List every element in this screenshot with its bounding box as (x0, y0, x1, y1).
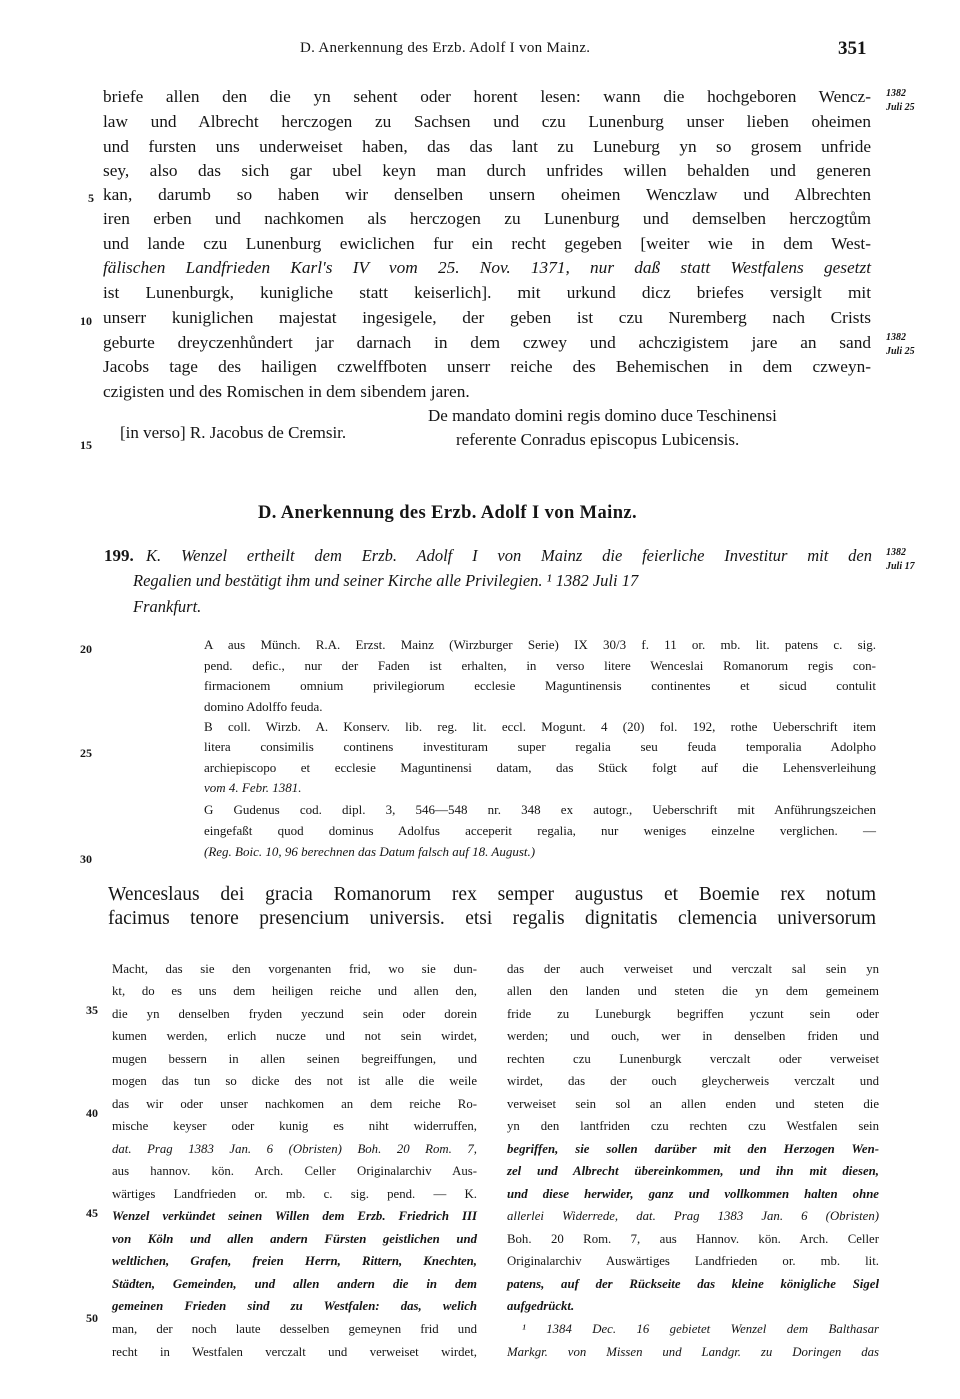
footnote-left-line: mogen das tun so dicke des not ist alle die weile (112, 1074, 477, 1088)
main-text-line: sey, also das sich gar ubel keyn man durch unfrides willen behalden und generen (103, 161, 871, 180)
footnote-right-line: das der auch verweiset und verczalt sal sein yn (507, 962, 879, 976)
footnote-right-line: patens, auf der Rückseite das kleine königliche Sigel (507, 1277, 879, 1291)
footnote-left-line: das wir oder unser nachkomen an dem reiche Ro- (112, 1097, 477, 1111)
line-number: 25 (80, 746, 92, 760)
footnote-left-line: kumen werden, erlich nucze und not sein wirdet, (112, 1029, 477, 1043)
footnote-right-line: werden; und ouch, wer in denselben friden und (507, 1029, 879, 1043)
main-text-line: Jacobs tage des hailigen czwelffboten unserr reiche des Behemischen in dem czweyn- (103, 357, 871, 376)
footnote-left-line: mische keyser oder kunig es niht widerruffen, (112, 1119, 477, 1133)
apparatus-line: firmacionem omnium privilegiorum ecclesie Maguntinensis continentes et sicud contulit (204, 678, 876, 693)
main-text-line: geburte dreyczenhůndert jar darnach in dem czwey und achczigistem jare an sand (103, 333, 871, 352)
margin-date-day: Juli 25 (886, 102, 915, 113)
line-number: 45 (86, 1206, 98, 1220)
mandate-note-line2: referente Conradus episcopus Lubicensis. (456, 430, 740, 449)
apparatus-line: eingefaßt quod dominus Adolfus acceperit regalia, nur weniges einzelne verglichen. — (204, 823, 876, 838)
apparatus-line: litera consimilis continens investituram super regalia seu feuda temporalia Adolpho (204, 739, 876, 754)
regest-line: K. Wenzel ertheilt dem Erzb. Adolf I von Mainz die feierliche Investitur mit den (146, 546, 872, 565)
footnote-left-line: Städten, Gemeinden, und allen andern die in dem (112, 1277, 477, 1291)
line-number: 20 (80, 642, 92, 656)
margin-date-day: Juli 25 (886, 346, 915, 357)
main-text-line: und lande czu Lunenburg ewiclichen fur ein recht gegeben [weiter wie in dem West- (103, 234, 871, 253)
main-text-line: und fursten uns underweiset haben, das das lant zu Luneburg yn so grosem unfride (103, 137, 871, 156)
line-number: 15 (80, 438, 92, 452)
footnote-left-line: weltlichen, Grafen, freien Herrn, Rittern, Knechten, (112, 1254, 477, 1268)
apparatus-line: (Reg. Boic. 10, 96 berechnen das Datum falsch auf 18. August.) (204, 844, 536, 859)
footnote-right-line: wirdet, das der ouch gleycherweis verczalt und (507, 1074, 879, 1088)
charter-opening-line: facimus tenore presencium universis. etsi regalis dignitatis clemencia universorum (108, 908, 876, 929)
footnote-right-line: begriffen, sie sollen darüber mit den Herzogen Wen- (507, 1142, 879, 1156)
margin-date-year: 1382 (886, 547, 906, 558)
line-number: 40 (86, 1106, 98, 1120)
footnote-right-line: zel und Albrecht übereinkommen, und ihn mit diesen, (507, 1164, 879, 1178)
main-text-line: law und Albrecht herczogen zu Sachsen und czu Lunenburg unser lieben oheimen (103, 112, 871, 131)
footnote-left-line: recht in Westfalen verczalt und verweiset wirdet, (112, 1345, 477, 1359)
footnote-right-line: yn den lantfriden czu rechten czu Westfalen sein (507, 1119, 879, 1133)
apparatus-line: G Gudenus cod. dipl. 3, 546—548 nr. 348 ex autogr., Ueberschrift mit Anführungszeichen (204, 802, 876, 817)
margin-date-note (886, 547, 915, 572)
page-number: 351 (838, 38, 867, 59)
apparatus-line: A aus Münch. R.A. Erzst. Mainz (Wirzburger Serie) IX 30/3 f. 11 or. mb. lit. patens c. sig. (204, 637, 876, 652)
footnote-right-line: und diese herwider, ganz und vollkommen halten ohne (507, 1187, 879, 1201)
document-number: 199. (104, 546, 134, 565)
verso-note: [in verso] R. Jacobus de Cremsir. (120, 423, 347, 442)
footnote-left-line: Wenzel verkündet seinen Willen dem Erzb. Friedrich III (112, 1209, 477, 1223)
mandate-note-line1: De mandato domini regis domino duce Teschinensi (428, 406, 777, 425)
line-number: 30 (80, 852, 92, 866)
main-text-line: fälischen Landfrieden Karl's IV vom 25. Nov. 1371, nur daß statt Westfalens gesetzt (103, 258, 871, 277)
apparatus-line: archiepiscopo et ecclesie Maguntinensi datam, das Stück folgt auf die Lehensverleihung (204, 760, 876, 775)
margin-date-day: Juli 17 (886, 561, 915, 572)
footnote-right-line: aufgedrückt. (507, 1299, 575, 1313)
apparatus-line: vom 4. Febr. 1381. (204, 780, 302, 795)
footnote-left-line: wärtiges Landfrieden or. mb. c. sig. pend. — K. (112, 1187, 477, 1201)
margin-date-note (886, 88, 915, 113)
footnote-right-line: allerlei Widerrede, dat. Prag 1383 Jan. 6 (Obristen) (507, 1209, 879, 1223)
main-text-line: iren erben und nachkomen als herczogen zu Lunenburg und demselben herczogtům (103, 209, 871, 228)
main-text-line: briefe allen den die yn sehent oder horent lesen: wann die hochgeboren Wencz- (103, 87, 871, 106)
main-text-line: ist Lunenburgk, kunigliche statt keiserlich]. mit urkund dicz briefes versiglt mit (103, 283, 871, 302)
line-number: 35 (86, 1003, 98, 1017)
footnote-right-line: Originalarchiv Auswärtiges Landfrieden or. mb. lit. (507, 1254, 879, 1268)
running-header: D. Anerkennung des Erzb. Adolf I von Mainz. (300, 40, 591, 56)
footnote-left-line: man, der noch laute desselben gemeynen frid und (112, 1322, 477, 1336)
main-text-line: kan, darumb so haben wir denselben unsern oheimen Wenczlaw und Albrechten (103, 185, 871, 204)
footnote-right-line: allen den landen und steten die yn dem gemeinem (507, 984, 879, 998)
main-text-line: unserr kuniglichen majestat ingesigele, der geben ist czu Nuremberg nach Crists (103, 308, 871, 327)
footnote-left-line: Macht, das sie den vorgenanten frid, wo sie dun- (112, 962, 477, 976)
footnote-right-line: Markgr. von Missen und Landgr. zu Doringen das (507, 1345, 879, 1359)
charter-opening-line: Wenceslaus dei gracia Romanorum rex semper augustus et Boemie rex notum (108, 884, 876, 905)
footnote-right-line: fride zu Luneburgk begriffen yczunt sein oder (507, 1007, 879, 1021)
footnote-left-line: aus hannov. kön. Arch. Celler Originalarchiv Aus- (112, 1164, 477, 1178)
line-number: 10 (80, 314, 92, 328)
margin-date-year: 1382 (886, 332, 906, 343)
footnote-left-line: kt, do es uns dem heiligen reiche und allen den, (112, 984, 477, 998)
section-title: D. Anerkennung des Erzb. Adolf I von Mainz. (258, 503, 638, 523)
footnote-right-line: ¹ 1384 Dec. 16 gebietet Wenzel dem Balthasar (522, 1322, 879, 1336)
footnote-left-line: mugen bessern in allen seinen begreiffungen, und (112, 1052, 477, 1066)
apparatus-line: B coll. Wirzb. A. Konserv. lib. reg. lit. eccl. Mogunt. 4 (20) fol. 192, rothe Ueberschrift item (204, 719, 876, 734)
footnote-right-line: rechten czu Lunenburgk verczalt oder verweiset (507, 1052, 879, 1066)
margin-date-year: 1382 (886, 88, 906, 99)
footnote-left-line: dat. Prag 1383 Jan. 6 (Obristen) Boh. 20 Rom. 7, (112, 1142, 477, 1156)
margin-date-note (886, 332, 915, 357)
footnote-right-line: verweiset sein sol an allen enden und steten die (507, 1097, 879, 1111)
main-text-line: czigisten und des Romischen in dem sibendem jaren. (103, 382, 470, 401)
footnote-left-line: gemeinen Frieden sind zu Westfalen: das, welich (112, 1299, 477, 1313)
footnote-left-line: die yn denselben fryden yeczund sein oder dorein (112, 1007, 477, 1021)
line-number: 5 (88, 191, 94, 205)
regest-line: Frankfurt. (133, 597, 202, 616)
footnote-left-line: von Köln und allen andern Fürsten geistlichen und (112, 1232, 477, 1246)
apparatus-line: domino Adolffo feuda. (204, 699, 323, 714)
apparatus-line: pend. defic., nur der Faden ist erhalten, in verso litere Wenceslai Romanorum regis con- (204, 658, 876, 673)
footnote-right-line: Boh. 20 Rom. 7, aus Hannov. kön. Arch. Celler (507, 1232, 879, 1246)
regest-line: Regalien und bestätigt ihm und seiner Kirche alle Privilegien. ¹ 1382 Juli 17 (133, 571, 639, 590)
line-number: 50 (86, 1311, 98, 1325)
